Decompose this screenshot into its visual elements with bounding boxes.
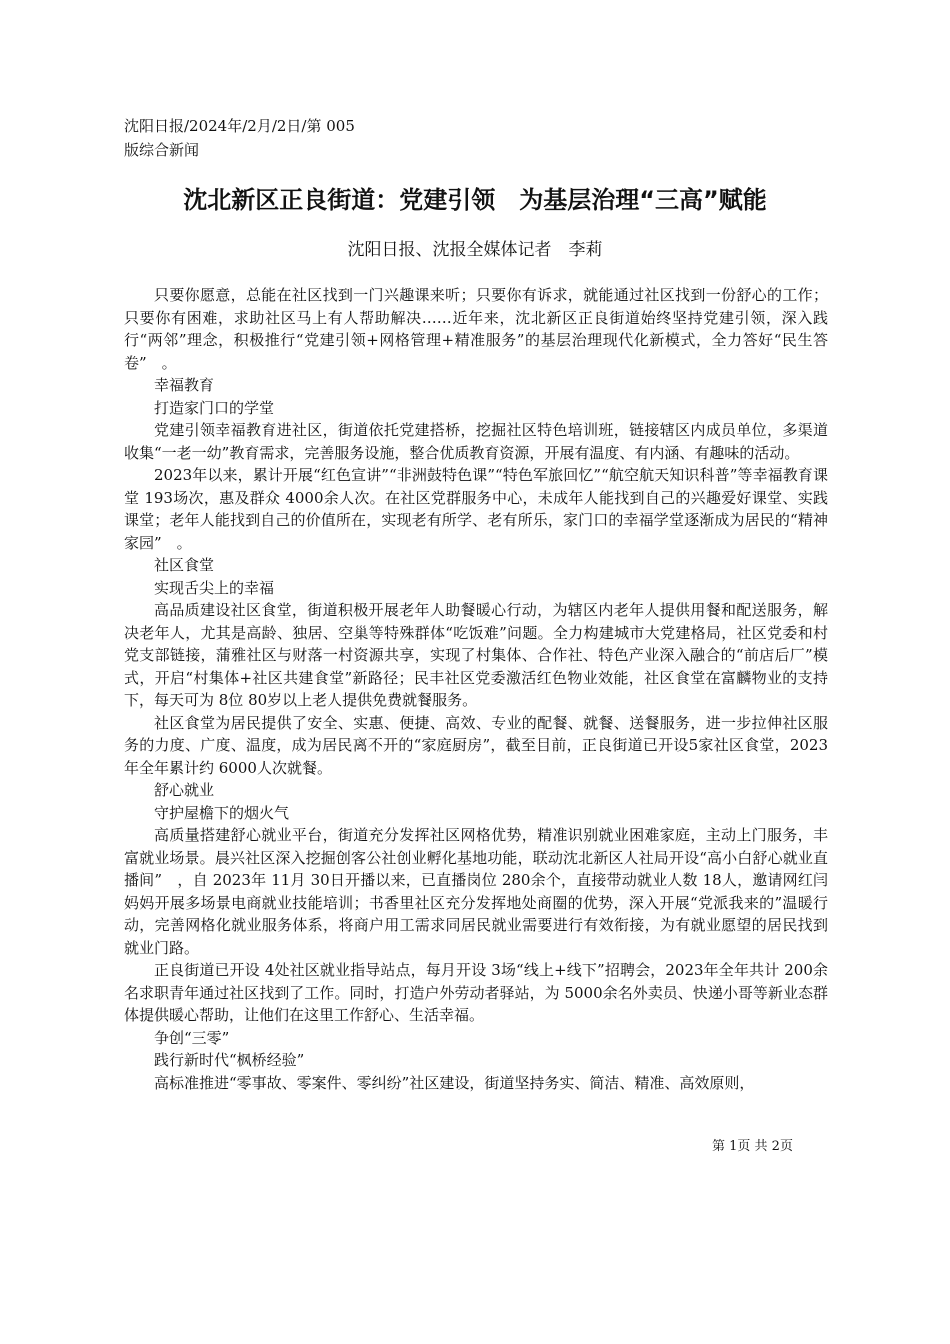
source-line bbox=[124, 114, 394, 162]
source-line-2: 版综合新闻 bbox=[124, 141, 200, 159]
paragraph: 社区食堂为居民提供了安全、实惠、便捷、高效、专业的配餐、就餐、送餐服务，进一步拉伸社区服务的力度、广度、温度，成为居民离不开的“家庭厨房”，截至目前，正良街道已开设5家社区食堂，2023年全年累计约 6000人次就餐。 bbox=[124, 713, 828, 777]
paragraph: 党建引领幸福教育进社区，街道依托党建搭桥，挖掘社区特色培训班，链接辖区内成员单位，多渠道收集“一老一幼”教育需求，完善服务设施，整合优质教育资源，开展有温度、有内涵、有趣味的活动。 bbox=[124, 421, 828, 462]
section-subheading: 打造家门口的学堂 bbox=[154, 398, 275, 417]
paragraph: 只要你愿意，总能在社区找到一门兴趣课来听；只要你有诉求，就能通过社区找到一份舒心的工作；只要你有困难，求助社区马上有人帮助解决……近年来，沈北新区正良街道始终坚持党建引领，深入践行“两邻”理念，积极推行“党建引领+网格管理+精准服务”的基层治理现代化新模式，全力答好“民生答卷” 。 bbox=[124, 286, 828, 372]
paragraph: 2023年以来，累计开展“红色宣讲”“非洲鼓特色课”“特色军旅回忆”“航空航天知识科普”等幸福教育课堂 193场次，惠及群众 4000余人次。在社区党群服务中心，未成年人能找到自己的兴趣爱好课堂、实践课堂；老年人能找到自己的价值所在，实现老有所学、老有所乐，家门口的幸福学堂逐渐成为居民的“精神家园” 。 bbox=[124, 466, 828, 552]
paragraph: 高质量搭建舒心就业平台，街道充分发挥社区网格优势，精准识别就业困难家庭，主动上门服务，丰富就业场景。晨兴社区深入挖掘创客公社创业孵化基地功能，联动沈北新区人社局开设“高小白舒心就业直播间” ，自 2023年 11月 30日开播以来，已直播岗位 280余个，直接带动就业人数 18人，邀请网红闫妈妈开展多场景电商就业技能培训；书香里社区充分发挥地处商圈的优势，深入开展“党派我来的”温暖行动，完善网格化就业服务体系，将商户用工需求同居民就业需要进行有效衔接，为有就业愿望的居民找到就业门路。 bbox=[124, 826, 828, 957]
section-subheading: 践行新时代“枫桥经验” bbox=[154, 1051, 305, 1069]
paragraph: 高品质建设社区食堂，街道积极开展老年人助餐暖心行动，为辖区内老年人提供用餐和配送服务，解决老年人，尤其是高龄、独居、空巢等特殊群体“吃饭难”问题。全力构建城市大党建格局，社区党委和村党支部链接，蒲雅社区与财落一村资源共享，实现了村集体、合作社、特色产业深入融合的“前店后厂”模式，开启“村集体+社区共建食堂”新路径；民丰社区党委激活红色物业效能，社区食堂在富麟物业的支持下，每天可为 8位 80岁以上老人提供免费就餐服务。 bbox=[124, 601, 828, 709]
section-subheading: 守护屋檐下的烟火气 bbox=[154, 803, 290, 822]
section-heading: 争创“三零” bbox=[154, 1028, 230, 1047]
article-title: 沈北新区正良街道：党建引领 为基层治理“三高”赋能 bbox=[183, 186, 767, 214]
section-subheading: 实现舌尖上的幸福 bbox=[154, 578, 275, 597]
paragraph: 高标准推进“零事故、零案件、零纠纷”社区建设，街道坚持务实、简洁、精准、高效原则， bbox=[154, 1073, 755, 1092]
source-line-1: 沈阳日报/2024年/2月/2日/第 005 bbox=[124, 117, 355, 135]
article-byline: 沈阳日报、沈报全媒体记者 李莉 bbox=[347, 240, 603, 260]
section-heading: 社区食堂 bbox=[154, 556, 215, 574]
section-heading: 幸福教育 bbox=[154, 376, 215, 394]
section-heading: 舒心就业 bbox=[154, 781, 215, 799]
paragraph: 正良街道已开设 4处社区就业指导站点，每月开设 3场“线上+线下”招聘会，2023年全年共计 200余名求职青年通过社区找到了工作。同时，打造户外劳动者驿站，为 5000余名外卖员、快递小哥等新业态群体提供暖心帮助，让他们在这里工作舒心、生活幸福。 bbox=[124, 961, 828, 1024]
page-indicator: 第 1页 共 2页 bbox=[712, 1139, 793, 1154]
article-body bbox=[124, 284, 828, 1094]
